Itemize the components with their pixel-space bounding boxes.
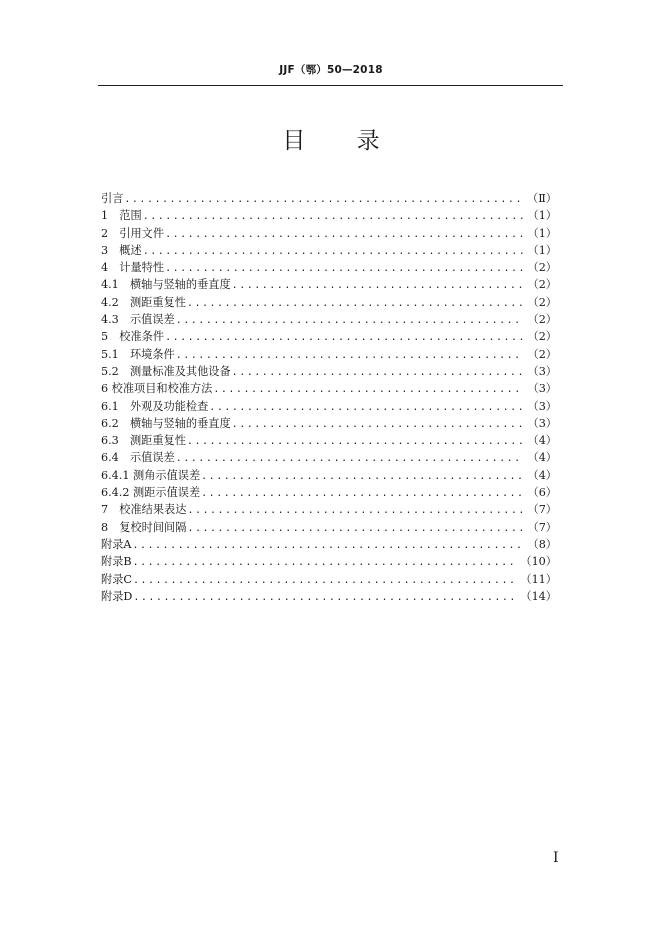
toc-dot-leader (232, 416, 524, 432)
toc-entry[interactable] (101, 311, 557, 328)
toc-entry[interactable] (101, 294, 557, 311)
toc-dot-leader (165, 226, 523, 242)
toc-entry-label: 4.3 示值误差 (101, 313, 175, 327)
toc-entry-page: （10） (520, 555, 557, 569)
toc-entry[interactable] (101, 432, 557, 449)
toc-entry[interactable] (101, 484, 557, 501)
toc-dot-leader (201, 485, 523, 501)
toc-entry[interactable] (101, 588, 557, 605)
toc-entry-page: （11） (520, 572, 557, 586)
toc-entry[interactable] (101, 346, 557, 363)
page-number: I (553, 850, 559, 866)
toc-entry-label: 附录D (101, 589, 133, 603)
toc-entry-page: （1） (527, 243, 557, 257)
toc-entry-page: （8） (527, 537, 557, 551)
toc-entry-page: （7） (527, 520, 557, 534)
toc-entry-label: 引言 (101, 192, 124, 205)
toc-dot-leader (124, 191, 523, 207)
toc-entry[interactable] (101, 467, 557, 484)
toc-dot-leader (187, 433, 524, 449)
toc-entry-label: 6.1 外观及功能检查 (101, 399, 209, 413)
toc-entry-label: 4.2 测距重复性 (101, 295, 186, 309)
toc-dot-leader (209, 399, 523, 415)
toc-entry[interactable] (101, 449, 557, 466)
toc-entry-label: 6 校准项目和校准方法 (101, 382, 213, 396)
toc-entry-page: （14） (520, 589, 557, 603)
toc-entry[interactable] (101, 519, 557, 536)
toc-dot-leader (187, 502, 523, 518)
toc-dot-leader (132, 537, 523, 553)
toc-dot-leader (187, 520, 523, 536)
toc-entry-page: （2） (527, 313, 557, 327)
toc-entry[interactable] (101, 398, 557, 415)
toc-entry-label: 3 概述 (101, 243, 142, 257)
toc-entry[interactable] (101, 536, 557, 553)
toc-entry[interactable] (101, 259, 557, 276)
toc-entry[interactable] (101, 363, 557, 380)
toc-entry-page: （2） (527, 295, 557, 309)
toc-dot-leader (176, 450, 524, 466)
toc-entry-page: （2） (527, 278, 557, 292)
toc-entry-label: 附录A (101, 537, 132, 551)
toc-entry-page: （1） (527, 209, 557, 223)
toc-entry[interactable] (101, 571, 557, 588)
toc-dot-leader (176, 312, 524, 328)
toc-dot-leader (165, 260, 523, 276)
toc-entry-page: （Ⅱ） (527, 192, 557, 205)
toc-entry[interactable] (101, 328, 557, 345)
toc-title: 目 录 (282, 128, 402, 154)
toc-entry-page: （3） (527, 364, 557, 378)
toc-dot-leader (232, 277, 524, 293)
toc-entry-page: （2） (527, 347, 557, 361)
toc-entry-page: （4） (527, 451, 557, 465)
toc-entry-page: （3） (527, 416, 557, 430)
toc-entry-label: 5 校准条件 (101, 330, 165, 344)
toc-entry[interactable] (101, 415, 557, 432)
toc-entry-label: 5.1 环境条件 (101, 347, 175, 361)
toc-entry[interactable] (101, 553, 557, 570)
toc-entry-page: （6） (527, 486, 557, 500)
toc-entry-page: （4） (527, 434, 557, 448)
toc-dot-leader (143, 208, 524, 224)
toc-entry-page: （2） (527, 261, 557, 275)
toc-entry-label: 6.3 测距重复性 (101, 434, 186, 448)
toc-entry-label: 6.4.2 测距示值误差 (101, 486, 201, 500)
toc-entry[interactable] (101, 242, 557, 259)
toc-entry-label: 8 复校时间间隔 (101, 520, 187, 534)
toc-entry-label: 1 范围 (101, 209, 142, 223)
toc-dot-leader (165, 329, 523, 345)
document-code: JJF（鄂）50—2018 (279, 64, 383, 76)
toc-entry[interactable] (101, 207, 557, 224)
toc-entry-page: （4） (527, 468, 557, 482)
toc-entry-page: （7） (527, 503, 557, 517)
toc-entry[interactable] (101, 276, 557, 293)
toc-entry-label: 4.1 横轴与竖轴的垂直度 (101, 278, 231, 292)
toc-entry-page: （3） (527, 382, 557, 396)
toc-dot-leader (176, 347, 524, 363)
toc-dot-leader (133, 572, 516, 588)
toc-entry[interactable] (101, 190, 557, 207)
header-rule (98, 85, 563, 86)
toc-entry[interactable] (101, 501, 557, 518)
toc-entry-label: 2 引用文件 (101, 226, 165, 240)
toc-dot-leader (133, 589, 516, 605)
toc-dot-leader (232, 364, 524, 380)
toc-dot-leader (187, 295, 524, 311)
toc-entry-label: 附录B (101, 555, 132, 569)
toc-dot-leader (201, 468, 523, 484)
toc-entry-label: 7 校准结果表达 (101, 503, 187, 517)
toc-entry-label: 6.4.1 测角示值误差 (101, 468, 201, 482)
toc-dot-leader (143, 243, 524, 259)
toc-entry-label: 4 计量特性 (101, 261, 165, 275)
toc-entry[interactable] (101, 380, 557, 397)
toc-entry-page: （2） (527, 330, 557, 344)
toc-entry-label: 附录C (101, 572, 132, 586)
toc-dot-leader (133, 554, 517, 570)
toc-entry-page: （1） (527, 226, 557, 240)
toc-entry-label: 5.2 测量标准及其他设备 (101, 364, 231, 378)
table-of-contents (101, 190, 557, 605)
toc-entry-label: 6.2 横轴与竖轴的垂直度 (101, 416, 231, 430)
toc-entry-label: 6.4 示值误差 (101, 451, 175, 465)
toc-entry[interactable] (101, 225, 557, 242)
toc-entry-page: （3） (527, 399, 557, 413)
toc-dot-leader (213, 381, 523, 397)
